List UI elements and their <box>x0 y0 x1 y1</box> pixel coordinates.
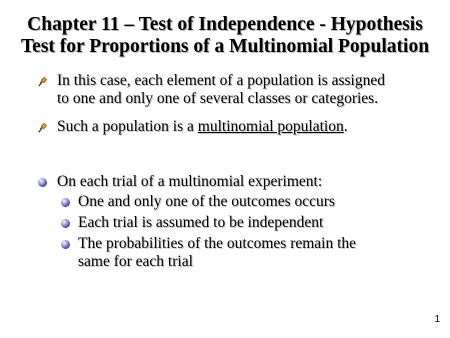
subbullet-1-text: One and only one of the outcomes occurs <box>78 193 335 210</box>
sphere-icon <box>61 198 70 207</box>
sphere-icon <box>61 240 70 249</box>
subbullet-one-outcome <box>78 193 335 211</box>
bullet-population-assigned <box>57 72 385 108</box>
subbullet-3-line-1: The probabilities of the outcomes remain the <box>78 235 357 252</box>
bullet-1-line-2: to one and only one of several classes or categories. <box>57 90 379 107</box>
slide-title <box>0 14 450 58</box>
subbullet-2-text: Each trial is assumed to be independent <box>78 214 324 231</box>
bullet-multinomial-population <box>57 118 348 136</box>
pushpin-icon <box>37 76 48 87</box>
page-number: 1 <box>434 314 440 325</box>
subbullet-independent <box>78 214 323 232</box>
title-line-2: Test for Proportions of a Multinomial Population <box>20 36 430 57</box>
bullet-2-suffix: . <box>343 118 348 135</box>
sphere-icon <box>61 219 70 228</box>
pushpin-icon <box>37 122 48 133</box>
subbullet-3-line-2: same for each trial <box>78 253 193 270</box>
title-line-1: Chapter 11 – Test of Independence - Hypothesis <box>27 14 423 35</box>
bullet-multinomial-experiment <box>57 173 322 191</box>
multinomial-population-term: multinomial population <box>197 118 344 135</box>
subbullet-probabilities <box>78 235 356 271</box>
sphere-icon <box>38 178 47 187</box>
bullet-3-text: On each trial of a multinomial experiment: <box>57 173 323 190</box>
bullet-2-prefix: Such a population is a <box>57 118 198 135</box>
bullet-1-line-1: In this case, each element of a population is assigned <box>57 72 385 89</box>
